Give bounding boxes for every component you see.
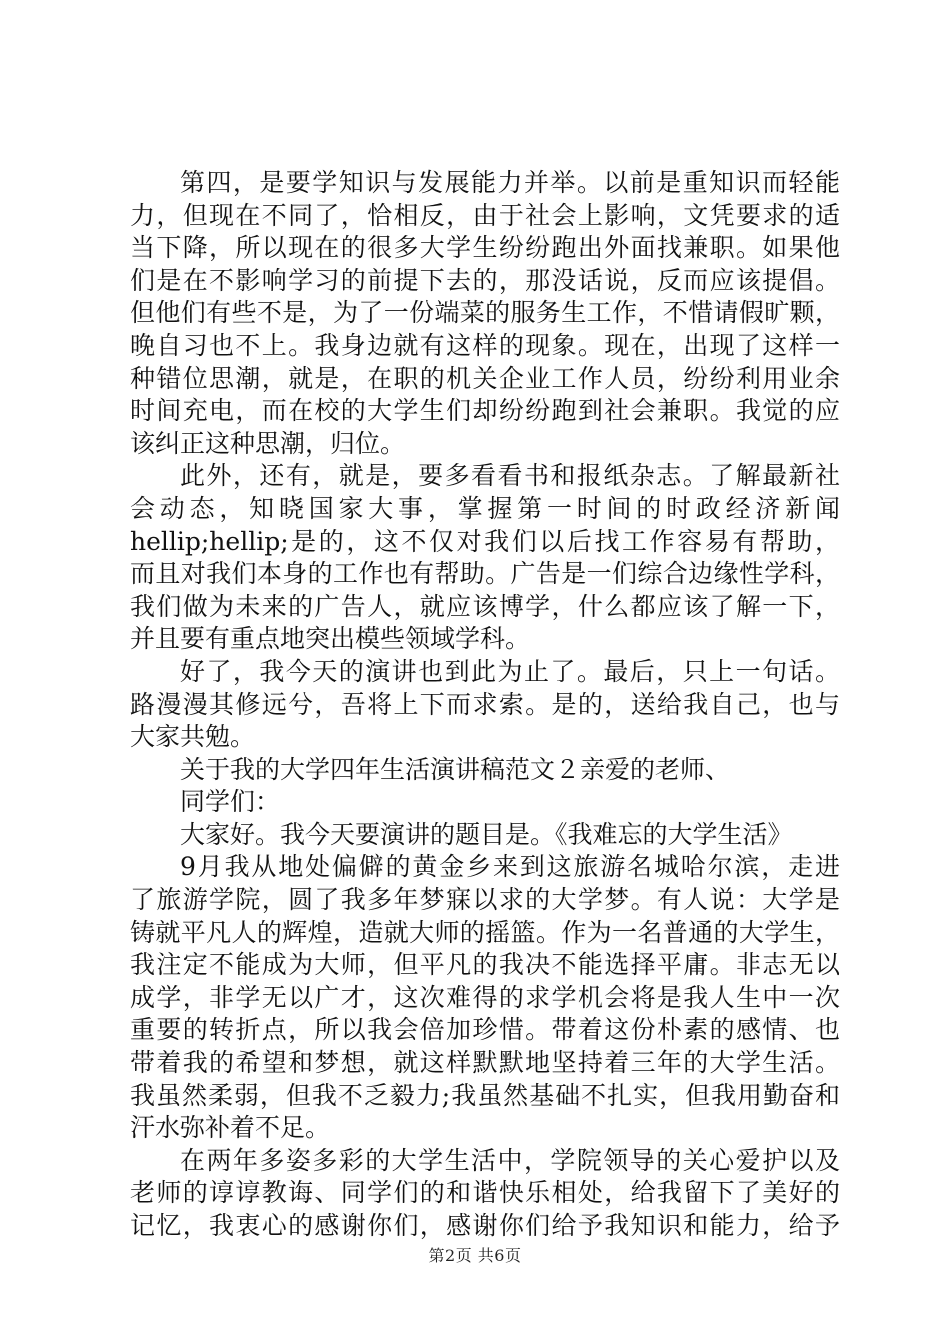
text-line: 我虽然柔弱，但我不乏毅力;我虽然基础不扎实，但我用勤奋和 (130, 1080, 840, 1110)
text-line: 第四，是要学知识与发展能力并举。以前是重知识而轻能 (180, 168, 840, 197)
text-line: 种错位思潮，就是，在职的机关企业工作人员，纷纷利用业余 (130, 363, 840, 393)
text-line: 时间充电，而在校的大学生们却纷纷跑到社会兼职。我觉的应 (130, 396, 840, 426)
text-line: 9月我从地处偏僻的黄金乡来到这旅游名城哈尔滨，走进 (180, 852, 840, 882)
text-line: 当下降，所以现在的很多大学生纷纷跑出外面找兼职。如果他 (130, 233, 840, 263)
text-line: 会动态，知晓国家大事，掌握第一时间的时政经济新闻 (130, 493, 840, 523)
text-line: 了旅游学院，圆了我多年梦寐以求的大学梦。有人说：大学是 (130, 885, 840, 915)
text-line: 我注定不能成为大师，但平凡的我决不能选择平庸。非志无以 (130, 950, 840, 980)
text-line: 大家好。我今天要演讲的题目是。《我难忘的大学生活》 (180, 819, 793, 849)
text-line: 晚自习也不上。我身边就有这样的现象。现在，出现了这样一 (130, 330, 840, 360)
text-line: 关于我的大学四年生活演讲稿范文２亲爱的老师、 (180, 754, 731, 784)
text-line: 好了，我今天的演讲也到此为止了。最后，只上一句话。 (180, 656, 840, 686)
text-line: 同学们： (180, 787, 281, 817)
text-line: 此外，还有，就是，要多看看书和报纸杂志。了解最新社 (180, 461, 840, 491)
text-line: hellip;hellip;是的，这不仅对我们以后找工作容易有帮助， (130, 526, 840, 556)
text-line: 重要的转折点，所以我会倍加珍惜。带着这份朴素的感情、也 (130, 1015, 840, 1045)
text-line: 汗水弥补着不足。 (130, 1113, 331, 1143)
text-line: 力，但现在不同了，恰相反，由于社会上影响，文凭要求的适 (130, 200, 840, 230)
page-footer: 第2页 共6页 (428, 1246, 522, 1265)
text-line: 记忆，我衷心的感谢你们，感谢你们给予我知识和能力，给予 (130, 1211, 840, 1240)
text-line: 并且要有重点地突出模些领域学科。 (130, 624, 531, 654)
text-line: 而且对我们本身的工作也有帮助。广告是一们综合边缘性学科， (130, 559, 840, 589)
text-line: 但他们有些不是，为了一份端菜的服务生工作，不惜请假旷颗， (130, 298, 840, 328)
text-line: 带着我的希望和梦想，就这样默默地坚持着三年的大学生活。 (130, 1048, 840, 1078)
text-line: 们是在不影响学习的前提下去的，那没话说，反而应该提倡。 (130, 265, 840, 295)
text-line: 成学，非学无以广才，这次难得的求学机会将是我人生中一次 (130, 982, 840, 1012)
text-line: 在两年多姿多彩的大学生活中，学院领导的关心爱护以及 (180, 1145, 840, 1175)
text-line: 铸就平凡人的辉煌，造就大师的摇篮。作为一名普通的大学生， (130, 917, 840, 947)
text-line: 路漫漫其修远兮，吾将上下而求索。是的，送给我自己，也与 (130, 689, 840, 719)
text-line: 该纠正这种思潮，归位。 (130, 428, 406, 458)
text-line: 老师的谆谆教诲、同学们的和谐快乐相处，给我留下了美好的 (130, 1178, 840, 1208)
text-line: 大家共勉。 (130, 722, 256, 752)
text-line: 我们做为未来的广告人，就应该博学，什么都应该了解一下， (130, 591, 840, 621)
document-body (130, 167, 840, 1243)
